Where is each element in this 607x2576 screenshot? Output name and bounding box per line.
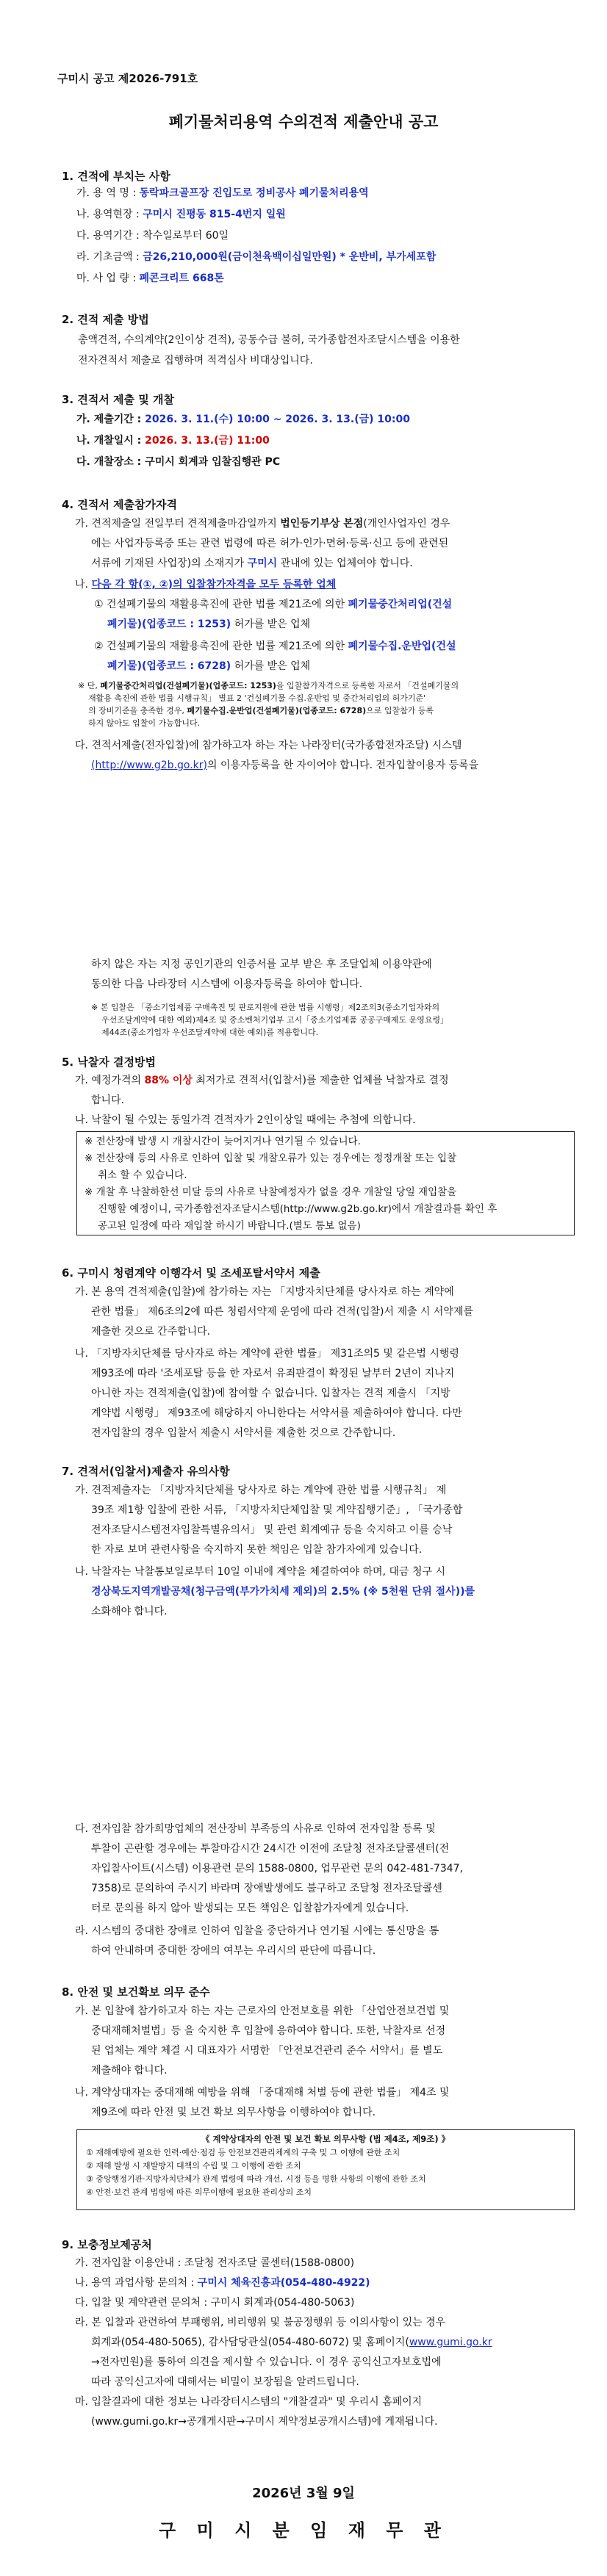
s4-item-c2: ② 건설폐기물의 재활용촉진에 관한 법률 제21조에 의한 폐기물수집.운반업(건설 폐기물)(업종코드 : 6728) 허가를 받은 업체 — [94, 641, 456, 672]
s8-item-a: 가. 본 입찰에 참가하고자 하는 자는 근로자의 안전보호를 위한 「산업안전보건법 및 중대재해처벌법」등 을 숙지한 후 입찰에 응하여야 합니다. 또한, 낙찰자로 선정 된 업체는 계약 체결 시 대표자가 서명한 「안전보건관리 준수 서약서」를 별도 제출해야 합니다. — [75, 2005, 450, 2077]
s4-item-d-cont: 하지 않은 자는 지정 공인기관의 인증서를 교부 받은 후 조달업체 이용약관에 동의한 다음 나라장터 시스템에 이용자등록을 하여야 합니다. — [91, 959, 432, 990]
s6-item-b: 나. 「지방자치단체를 당사자로 하는 계약에 관한 법률」 제31조의5 및 같은법 시행령 제93조에 따라 '조세포탈 등을 한 자로서 유죄판결이 확정된 날부터 2년이 지나지 아니한 자는 견적제출(입찰)에 참여할 수 없습니다. 입찰자는 견적 제출시 「지방 계약법 시행령」 제93조에 해당하지 아니한다는 서약서를 제출하여야 합니다. 다만 전자입찰의 경우 입찰서 제출시 서약서를 제출한 것으로 간주합니다. — [75, 1348, 462, 1439]
s2-text-1: 총액견적, 수의계약(2인이상 견적), 공동수급 불허, 국가종합전자조달시스템을 이용한 — [78, 334, 460, 346]
s7-item-a: 가. 견적제출자는 「지방자치단체를 당사자로 하는 계약에 관한 법률 시행규칙」 제 39조 제1항 입찰에 관한 서류, 「지방자치단체입찰 및 계약집행기준」, 「국가종합 전자조달시스템전자입찰특별유의서」 및 관련 회계예규 등을 숙지하고 이를 승낙 한 자로 보며 관련사항을 숙지하지 못한 책임은 입찰 참가자에게 있습니다. — [75, 1484, 463, 1556]
section-3-heading: 3. 견적서 제출 및 개찰 — [62, 393, 174, 406]
s7-item-b: 나. 낙찰자는 낙찰통보일로부터 10일 이내에 계약을 체결하여야 하며, 대금 청구 시 경상북도지역개발공채(청구금액(부가가치세 제외)의 2.5% (※ 5천원 단위 절사))를 소화해야 합니다. — [75, 1566, 475, 1617]
s4-d-note: ※ 본 입찰은 「중소기업제품 구매촉진 및 판로지원에 관한 법률 시행령」제2조의3(중소기업자와의 우선조달계약에 대한 예외)제4조 및 중소벤처기업부 고시「중소기업제품 공공구매제도 운영요령」 제44조(중소기업자 우선조달계약에 대한 예외)를 적용합니다. — [91, 1003, 449, 1037]
s1-item-d: 라. 기초금액 : 금26,210,000원(금이천육백이십일만원) * 운반비, 부가세포함 — [76, 251, 437, 263]
s8-duties-box: 《 계약상대자의 안전 및 보건 확보 의무사항 (법 제4조, 제9조) 》 ① 재해예방에 필요한 인력·예산·점검 등 안전보건관리체계의 구축 및 그 이행에 관한 조치 ② 재해 발생 시 재발방지 대책의 수립 및 그 이행에 관한 조치 ③ 중앙행정기관·지방자치단체가 관계 법령에 따라 개선, 시정 등을 명한 사항의 이행에 관한 조치 ④ 안전·보건 관계 법령에 따른 의무이행에 필요한 관리상의 조치 — [76, 2129, 575, 2210]
s4-item-c1: ① 건설폐기물의 재활용촉진에 관한 법률 제21조에 의한 폐기물중간처리업(건설 폐기물)(업종코드 : 1253) 허가를 받은 업체 — [94, 599, 453, 630]
section-6-heading: 6. 구미시 청렴계약 이행각서 및 조세포탈서약서 제출 — [62, 1266, 320, 1280]
s8-item-b: 나. 계약상대자는 중대재해 예방을 위해 「중대재해 처벌 등에 관한 법률」 제4조 및 제9조에 따라 안전 및 보건 확보 의무사항을 이행하여야 합니다. — [75, 2087, 450, 2118]
s1-item-b: 나. 용역현장 : 구미시 진평동 815-4번지 일원 — [76, 209, 286, 220]
s5-item-a: 가. 예정가격의 88% 이상 최저가로 견적서(입찰서)를 제출한 업체를 낙찰자로 결정 합니다. 나. 낙찰이 될 수있는 동일가격 견적자가 2인이상일 때에는 추첨에 의합니다. — [75, 1075, 449, 1126]
page-title: 폐기물처리용역 수의견적 제출안내 공고 — [168, 113, 439, 131]
s4-item-b: 나. 다음 각 항(①, ②)의 입찰참가자격을 모두 등록한 업체 — [75, 579, 337, 591]
s1-item-a: 가. 용 역 명 : 동락파크골프장 진입도로 정비공사 폐기물처리용역 — [76, 187, 369, 199]
s3-item-a: 가. 제출기간 : 2026. 3. 11.(수) 10:00 ~ 2026. 3. 13.(금) 10:00 — [76, 414, 410, 425]
s1-item-c: 다. 용역기간 : 착수일로부터 60일 — [76, 230, 229, 242]
section-2-heading: 2. 견적 제출 방법 — [62, 313, 149, 326]
notice-number: 구미시 공고 제2026-791호 — [57, 72, 198, 85]
s5-notice-box: ※ 전산장애 발생 시 개찰시간이 늦어지거나 연기될 수 있습니다. ※ 전산장애 등의 사유로 인하여 입찰 및 개찰오류가 있는 경우에는 정정개찰 또는 입찰 취소 할 수 있습니다. ※ 개찰 후 낙찰하한선 미달 등의 사유로 낙찰예정자가 없을 경우 개찰일 당일 재입찰을 진행할 예정이니, 국가종합전자조달시스템(http://www.g2b.go.kr)에서 개찰결과를 확인 후 공고된 일정에 따라 재입찰 하시기 바랍니다.(별도 통보 없음) — [76, 1131, 575, 1235]
section-1-heading: 1. 견적에 부치는 사항 — [62, 170, 170, 183]
s4-note: ※ 단, 폐기물중간처리업(건설폐기물)(업종코드: 1253)을 입찰참가자격으로 등록한 자로서 「건설폐기물의 재활용 촉진에 관한 법률 시행규칙」 별표 2 '건설폐기물 수집.운반업 및 중간처리업의 허가기준' 의 장비기준을 충족한 경우, 폐기물수집.운반업(건설폐기물)(업종코드: 6728)으로 입찰참가 등록 하지 않아도 입찰이 가능합니다. — [78, 681, 459, 728]
g2b-link[interactable]: (http://www.g2b.go.kr) — [91, 760, 207, 771]
section-8-heading: 8. 안전 및 보건확보 의무 준수 — [62, 1985, 210, 1999]
issue-date: 2026년 3월 9일 — [252, 2486, 355, 2501]
s3-item-b: 나. 개찰일시 : 2026. 3. 13.(금) 11:00 — [76, 435, 270, 447]
section-4-heading: 4. 견적서 제출참가자격 — [62, 498, 177, 511]
s4-item-d: 다. 견적서제출(전자입찰)에 참가하고자 하는 자는 나라장터(국가종합전자조달) 시스템 (http://www.g2b.go.kr)의 이용자등록을 한 자이어야 합니다. 전자입찰이용자 등록을 — [75, 740, 479, 771]
section-5-heading: 5. 낙찰자 결정방법 — [62, 1056, 157, 1069]
s9-items: 가. 전자입찰 이용안내 : 조달청 전자조달 콜센터(1588-0800) 나. 용역 과업사항 문의처 : 구미시 체육진흥과(054-480-4922) 다. 입찰 및 계약관련 문의처 : 구미시 회계과(054-480-5063) 라. 본 입찰과 관련하여 부패행위, 비리행위 및 불공정행위 등 이의사항이 있는 경우 회계과(054-480-5065), 감사담당관실(054-480-6072) 및 홈페이지(www.gumi.go.kr →전자민원)를 통하여 의견을 제시할 수 있습니다. 이 경우 공익신고자보호법에 따라 공익신고자에 대해서는 비밀이 보장됨을 알려드립니다. 마. 입찰결과에 대한 정보는 나라장터시스템의 "개찰결과" 및 우리시 홈페이지 (www.gumi.go.kr→공개게시판→구미시 계약정보공개시스템)에 게재됩니다. — [75, 2257, 492, 2428]
s7-item-d: 라. 시스템의 중대한 장애로 인하여 입찰을 중단하거나 연기될 시에는 통신망을 통 하여 안내하며 중대한 장애의 여부는 우리시의 판단에 따릅니다. — [75, 1925, 439, 1957]
section-9-heading: 9. 보충정보제공처 — [62, 2238, 152, 2251]
s7-item-c: 다. 전자입찰 참가희망업체의 전산장비 부족등의 사유로 인하여 전자입찰 등록 및 투찰이 곤란할 경우에는 투찰마감시간 24시간 이전에 조달청 전자조달콜센터(전 자입찰사이트(시스템) 이용관련 문의 1588-0800, 업무관련 문의 042-481-7347, 7358)로 문의하여 주시기 바라며 장애발생에도 불구하고 조달청 전자조달콜센 터로 문의를 하지 않아 발생되는 모든 책임은 입찰참가자에게 있습니다. — [75, 1823, 464, 1914]
s1-item-e: 마. 사 업 량 : 폐콘크리트 668톤 — [76, 273, 224, 284]
gumi-homepage-link[interactable]: www.gumi.go.kr — [409, 2337, 492, 2348]
section-7-heading: 7. 견적서(입찰서)제출자 유의사항 — [62, 1465, 230, 1478]
s3-item-c: 다. 개찰장소 : 구미시 회계과 입찰집행관 PC — [76, 456, 281, 468]
issuing-organization: 구 미 시 분 임 재 무 관 — [159, 2520, 448, 2541]
s4-item-a: 가. 견적제출일 전일부터 견적제출마감일까지 법인등기부상 본점(개인사업자인 경우 에는 사업자등록증 또는 관련 법령에 따른 허가·인가·면허·등록·신고 등에 관련된 서류에 기재된 사업장)의 소재지가 구미시 관내에 있는 업체여야 합니다. — [75, 518, 450, 569]
s6-item-a: 가. 본 용역 견적제출(입찰)에 참가하는 자는 「지방자치단체를 당사자로 하는 계약에 관한 법률」 제6조의2에 따른 청렴서약제 운영에 따라 견적(입찰)서 제출 시 서약제를 제출한 것으로 간주합니다. — [75, 1286, 474, 1338]
s2-text-2: 전자견적서 제출로 집행하며 적격심사 비대상입니다. — [78, 355, 313, 367]
